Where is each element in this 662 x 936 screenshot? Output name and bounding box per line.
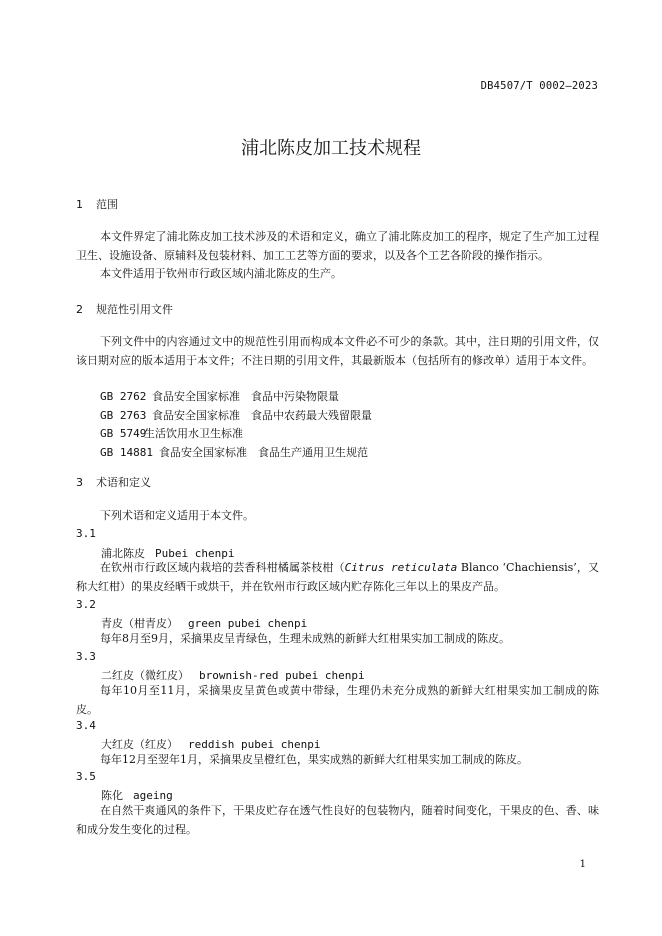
reference-code: GB 2763 [100, 408, 147, 422]
term-number: 3.5 [76, 770, 96, 783]
latin-name: Citrus reticulata [344, 561, 458, 574]
section-2-paragraph-1: 下列文件中的内容通过文中的规范性引用而构成本文件必不可少的条款。其中，注日期的引用文件，仅该日期对应的版本适用于本文件；不注日期的引用文件，其最新版本（包括所有的修改单）适用于本文件。 [76, 335, 599, 367]
term-number: 3.3 [76, 650, 96, 663]
reference-item [100, 407, 372, 426]
term-heading [101, 736, 320, 752]
term-english: ageing [133, 789, 173, 802]
normative-references-list [100, 388, 372, 462]
section-3-intro: 下列术语和定义适用于本文件。 [100, 509, 254, 522]
section-number: 2 [76, 303, 83, 316]
term-definition [76, 559, 599, 596]
reference-code: GB 14881 [100, 445, 153, 459]
term-number: 3.2 [76, 598, 96, 611]
term-chinese: 陈化 [101, 789, 123, 802]
term-definition: 在自然干爽通风的条件下，干果皮贮存在透气性良好的包装物内，随着时间变化，干果皮的色、香、味和成分发生变化的过程。 [76, 804, 599, 836]
section-title: 术语和定义 [96, 476, 151, 489]
term-heading [101, 615, 307, 631]
section-1-heading [76, 196, 118, 212]
reference-code: GB 5749 [100, 427, 147, 440]
definition-text: Blanco ‘Chachiensis’，又称大红柑）的果皮经晒干或烘干，并在钦州市行政区域内贮存陈化三年以上的果皮产品。 [76, 561, 599, 593]
definition-text: 在钦州市行政区域内栽培的芸香科柑橘属茶枝柑（ [100, 561, 345, 574]
section-2-heading [76, 301, 173, 317]
section-1-paragraph-1: 本文件界定了浦北陈皮加工技术涉及的术语和定义，确立了浦北陈皮加工的程序，规定了生产加工过程卫生、设施设备、原辅料及包装材料、加工工艺等方面的要求，以及各个工艺各阶段的操作指示。 [76, 230, 599, 262]
term-definition: 每年12月至翌年1月，采摘果皮呈橙红色，果实成熟的新鲜大红柑果实加工制成的陈皮。 [100, 753, 528, 766]
reference-item [100, 444, 372, 463]
reference-code: GB 2762 [100, 390, 147, 403]
document-number: DB4507/T 0002—2023 [480, 80, 598, 92]
term-heading [101, 667, 365, 683]
term-number: 3.1 [76, 527, 96, 540]
section-number: 3 [76, 476, 83, 489]
section-1-paragraph-2: 本文件适用于钦州市行政区域内浦北陈皮的生产。 [100, 267, 342, 280]
term-english: green pubei chenpi [188, 617, 308, 630]
term-english: Pubei chenpi [155, 547, 235, 560]
page-number: 1 [579, 859, 586, 870]
page-title: 浦北陈皮加工技术规程 [241, 138, 421, 159]
term-chinese: 浦北陈皮 [101, 547, 145, 560]
reference-title: 食品安全国家标准 食品中农药最大残留限量 [152, 408, 372, 422]
term-definition: 每年8月至9月，采摘果皮呈青绿色，生理未成熟的新鲜大红柑果实加工制成的陈皮。 [100, 632, 510, 645]
section-title: 范围 [96, 198, 118, 211]
term-english: brownish-red pubei chenpi [199, 669, 365, 682]
term-number: 3.4 [76, 719, 96, 732]
section-3-heading [76, 474, 151, 490]
reference-item [100, 425, 372, 444]
section-number: 1 [76, 198, 83, 211]
reference-title: 食品安全国家标准 食品中污染物限量 [152, 390, 339, 403]
term-chinese: 大红皮（红皮） [101, 738, 178, 751]
reference-title: 食品安全国家标准 食品生产通用卫生规范 [159, 445, 368, 459]
reference-item [100, 388, 372, 407]
term-definition: 每年10月至11月，采摘果皮呈黄色或黄中带绿，生理仍未充分成熟的新鲜大红柑果实加工制成的陈皮。 [76, 684, 599, 716]
section-title: 规范性引用文件 [96, 303, 173, 316]
term-english: reddish pubei chenpi [188, 738, 321, 751]
reference-title: 生活饮用水卫生标准 [144, 427, 243, 440]
term-chinese: 二红皮（微红皮） [101, 669, 189, 682]
term-heading [101, 787, 173, 803]
term-chinese: 青皮（柑青皮） [101, 617, 178, 630]
